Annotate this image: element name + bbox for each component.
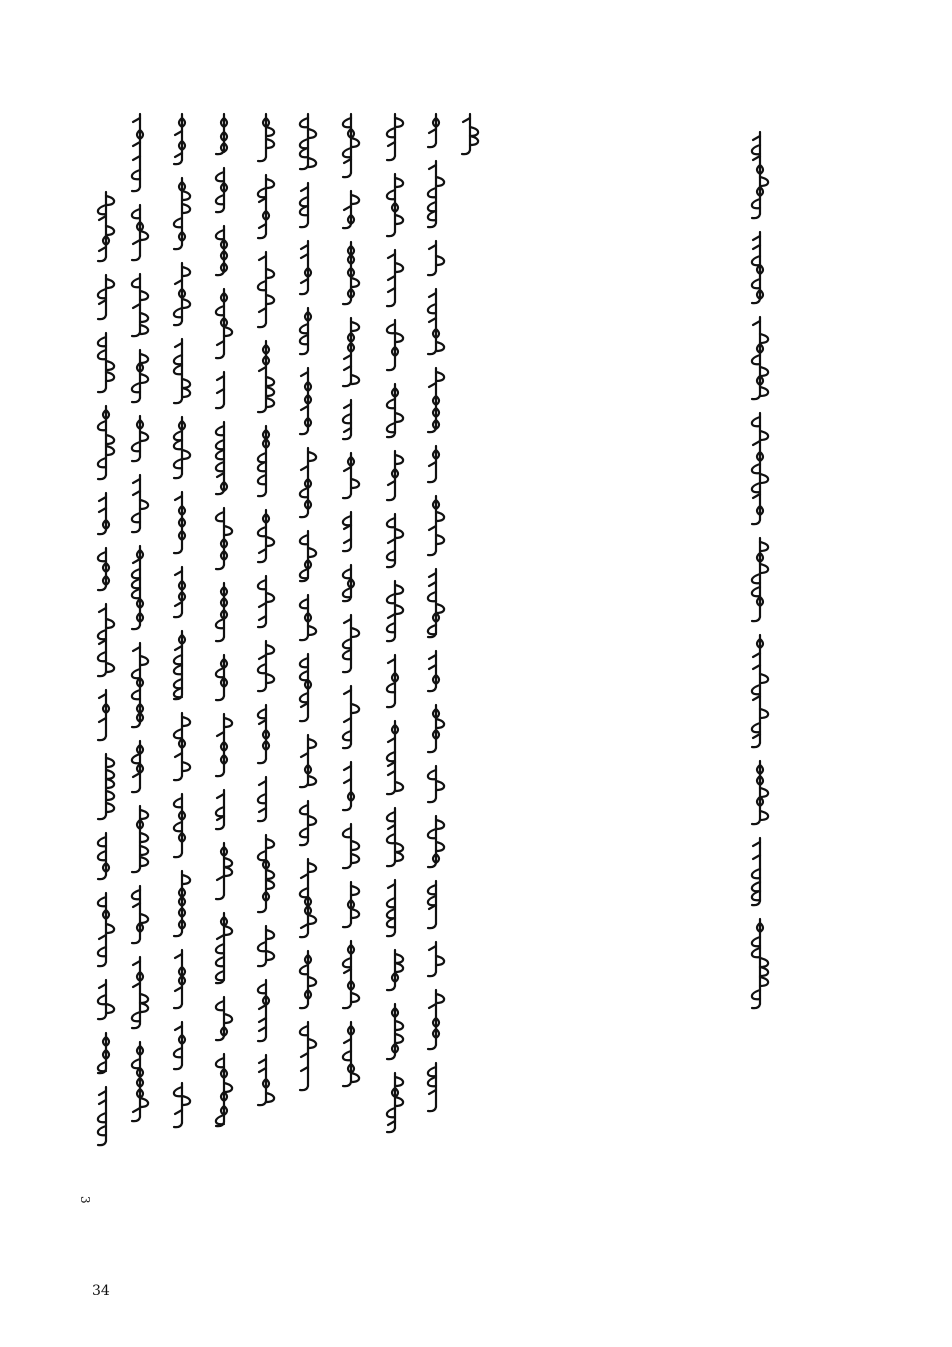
mongolian-word-glyph: [169, 948, 195, 1010]
mongolian-word-glyph: [253, 978, 279, 1043]
mongolian-word-glyph: [747, 759, 773, 826]
mongolian-word-glyph: [295, 112, 321, 171]
mongolian-word-glyph: [295, 652, 321, 723]
mongolian-word-glyph: [423, 494, 449, 557]
mongolian-word-glyph: [382, 878, 408, 938]
mongolian-word-glyph: [211, 166, 237, 214]
mongolian-word-glyph: [211, 224, 237, 277]
text-column: [211, 112, 237, 1195]
mongolian-word-glyph: [127, 1040, 153, 1123]
mongolian-word-glyph: [382, 512, 408, 569]
mongolian-word-glyph: [382, 172, 408, 238]
mongolian-word-glyph: [423, 703, 449, 754]
mongolian-word-glyph: [211, 1052, 237, 1128]
mongolian-word-glyph: [169, 711, 195, 782]
mongolian-word-glyph: [211, 788, 237, 831]
mongolian-word-glyph: [169, 1081, 195, 1129]
mongolian-word-glyph: [423, 649, 449, 693]
mongolian-word-glyph: [169, 869, 195, 938]
mongolian-word-glyph: [338, 510, 364, 553]
mongolian-word-glyph: [423, 814, 449, 869]
mongolian-word-glyph: [169, 112, 195, 166]
mongolian-word-glyph: [382, 248, 408, 308]
mongolian-word-glyph: [211, 112, 237, 156]
mongolian-word-glyph: [211, 370, 237, 410]
mongolian-word-glyph: [295, 529, 321, 583]
mongolian-word-glyph: [211, 995, 237, 1042]
mongolian-word-glyph: [338, 112, 364, 179]
text-column: [253, 112, 279, 1195]
mongolian-word-glyph: [211, 581, 237, 643]
mongolian-word-glyph: [93, 831, 119, 881]
mongolian-word-glyph: [127, 272, 153, 338]
mongolian-word-glyph: [169, 490, 195, 555]
text-column: [338, 112, 364, 1195]
mongolian-word-glyph: [93, 752, 119, 821]
mongolian-word-glyph: [457, 112, 483, 156]
mongolian-word-glyph: [382, 382, 408, 439]
mongolian-word-glyph: [295, 446, 321, 519]
mongolian-word-glyph: [423, 444, 449, 484]
mongolian-word-glyph: [747, 411, 773, 526]
mongolian-word-glyph: [382, 1002, 408, 1061]
mongolian-word-glyph: [93, 491, 119, 536]
mongolian-word-glyph: [169, 337, 195, 405]
mongolian-word-glyph: [127, 414, 153, 463]
mongolian-word-glyph: [295, 366, 321, 436]
mongolian-word-glyph: [93, 190, 119, 263]
mongolian-word-glyph: [747, 315, 773, 401]
mongolian-word-glyph: [211, 287, 237, 360]
text-column: [169, 112, 195, 1195]
mongolian-word-glyph: [295, 799, 321, 847]
mongolian-word-glyph: [253, 703, 279, 765]
mongolian-word-glyph: [338, 563, 364, 603]
mongolian-word-glyph: [423, 112, 449, 149]
mongolian-word-glyph: [93, 978, 119, 1021]
mongolian-word-glyph: [382, 1071, 408, 1134]
mongolian-word-glyph: [253, 508, 279, 564]
mongolian-word-glyph: [127, 955, 153, 1030]
mongolian-word-glyph: [338, 684, 364, 750]
footnote-marker: 3: [78, 1196, 92, 1204]
mongolian-word-glyph: [382, 449, 408, 502]
mongolian-word-glyph: [423, 567, 449, 639]
mongolian-word-glyph: [747, 536, 773, 623]
mongolian-word-glyph: [295, 1020, 321, 1092]
mongolian-word-glyph: [747, 130, 773, 220]
mongolian-word-glyph: [253, 924, 279, 968]
mongolian-word-glyph: [253, 173, 279, 240]
mongolian-word-glyph: [93, 273, 119, 321]
mongolian-word-glyph: [423, 1061, 449, 1113]
mongolian-word-glyph: [382, 112, 408, 162]
mongolian-word-glyph: [338, 189, 364, 230]
mongolian-word-glyph: [253, 833, 279, 914]
mongolian-word-glyph: [211, 911, 237, 985]
mongolian-word-glyph: [169, 629, 195, 701]
mongolian-word-glyph: [338, 939, 364, 1010]
mongolian-word-glyph: [423, 159, 449, 229]
mongolian-word-glyph: [747, 917, 773, 1010]
mongolian-word-glyph: [338, 1020, 364, 1088]
mongolian-word-glyph: [253, 250, 279, 329]
mongolian-word-glyph: [382, 719, 408, 796]
mongolian-word-glyph: [169, 565, 195, 619]
mongolian-word-glyph: [127, 203, 153, 262]
mongolian-word-glyph: [423, 287, 449, 356]
mongolian-word-glyph: [253, 424, 279, 498]
mongolian-word-glyph: [211, 506, 237, 571]
mongolian-word-glyph: [382, 948, 408, 992]
mongolian-word-glyph: [338, 398, 364, 441]
mongolian-word-glyph: [747, 230, 773, 305]
mongolian-word-glyph: [338, 613, 364, 674]
mongolian-word-glyph: [338, 451, 364, 500]
text-column: [127, 112, 153, 1195]
mongolian-word-glyph: [253, 639, 279, 693]
mongolian-word-glyph: [169, 1020, 195, 1071]
mongolian-word-glyph: [295, 949, 321, 1010]
mongolian-word-glyph: [382, 318, 408, 372]
mongolian-word-glyph: [747, 633, 773, 749]
mongolian-word-glyph: [423, 366, 449, 434]
mongolian-word-glyph: [423, 879, 449, 930]
text-column: [93, 190, 119, 1195]
mongolian-word-glyph: [169, 792, 195, 859]
mongolian-word-glyph: [253, 1053, 279, 1107]
mongolian-word-glyph: [423, 940, 449, 978]
mongolian-word-glyph: [93, 602, 119, 678]
mongolian-word-glyph: [338, 240, 364, 306]
mongolian-word-glyph: [338, 316, 364, 388]
mongolian-word-glyph: [295, 857, 321, 939]
mongolian-word-glyph: [211, 653, 237, 702]
mongolian-word-glyph: [93, 1031, 119, 1075]
mongolian-word-glyph: [338, 822, 364, 870]
mongolian-word-glyph: [253, 339, 279, 414]
mongolian-word-glyph: [253, 574, 279, 629]
mongolian-word-glyph: [169, 176, 195, 251]
text-column: [457, 112, 483, 180]
mongolian-word-glyph: [93, 546, 119, 592]
mongolian-word-glyph: [423, 988, 449, 1051]
text-column: [295, 112, 321, 1195]
mongolian-word-glyph: [211, 712, 237, 778]
mongolian-word-glyph: [382, 806, 408, 868]
mongolian-word-glyph: [747, 836, 773, 907]
mongolian-word-glyph: [295, 733, 321, 789]
mongolian-word-glyph: [127, 544, 153, 631]
mongolian-word-glyph: [93, 1085, 119, 1147]
mongolian-word-glyph: [423, 239, 449, 277]
mongolian-word-glyph: [127, 473, 153, 534]
mongolian-word-glyph: [338, 760, 364, 812]
mongolian-word-glyph: [295, 181, 321, 229]
mongolian-word-glyph: [253, 112, 279, 163]
mongolian-word-glyph: [169, 261, 195, 327]
mongolian-word-glyph: [423, 764, 449, 804]
mongolian-word-glyph: [211, 420, 237, 496]
mongolian-word-glyph: [127, 112, 153, 193]
mongolian-word-glyph: [93, 688, 119, 742]
mongolian-word-glyph: [127, 804, 153, 874]
mongolian-word-glyph: [295, 306, 321, 356]
mongolian-word-glyph: [382, 579, 408, 643]
mongolian-word-glyph: [295, 239, 321, 296]
text-column: [423, 112, 449, 1195]
title-column: [747, 130, 773, 1075]
mongolian-word-glyph: [127, 641, 153, 729]
page-number: 34: [92, 1283, 110, 1299]
mongolian-word-glyph: [169, 415, 195, 480]
mongolian-word-glyph: [295, 593, 321, 642]
mongolian-word-glyph: [127, 884, 153, 945]
mongolian-word-glyph: [382, 653, 408, 709]
mongolian-word-glyph: [338, 880, 364, 929]
text-column: [382, 112, 408, 1195]
mongolian-word-glyph: [211, 841, 237, 901]
mongolian-word-glyph: [253, 775, 279, 823]
mongolian-word-glyph: [93, 331, 119, 394]
mongolian-word-glyph: [127, 739, 153, 794]
mongolian-word-glyph: [93, 891, 119, 968]
mongolian-word-glyph: [127, 348, 153, 404]
mongolian-word-glyph: [93, 404, 119, 481]
